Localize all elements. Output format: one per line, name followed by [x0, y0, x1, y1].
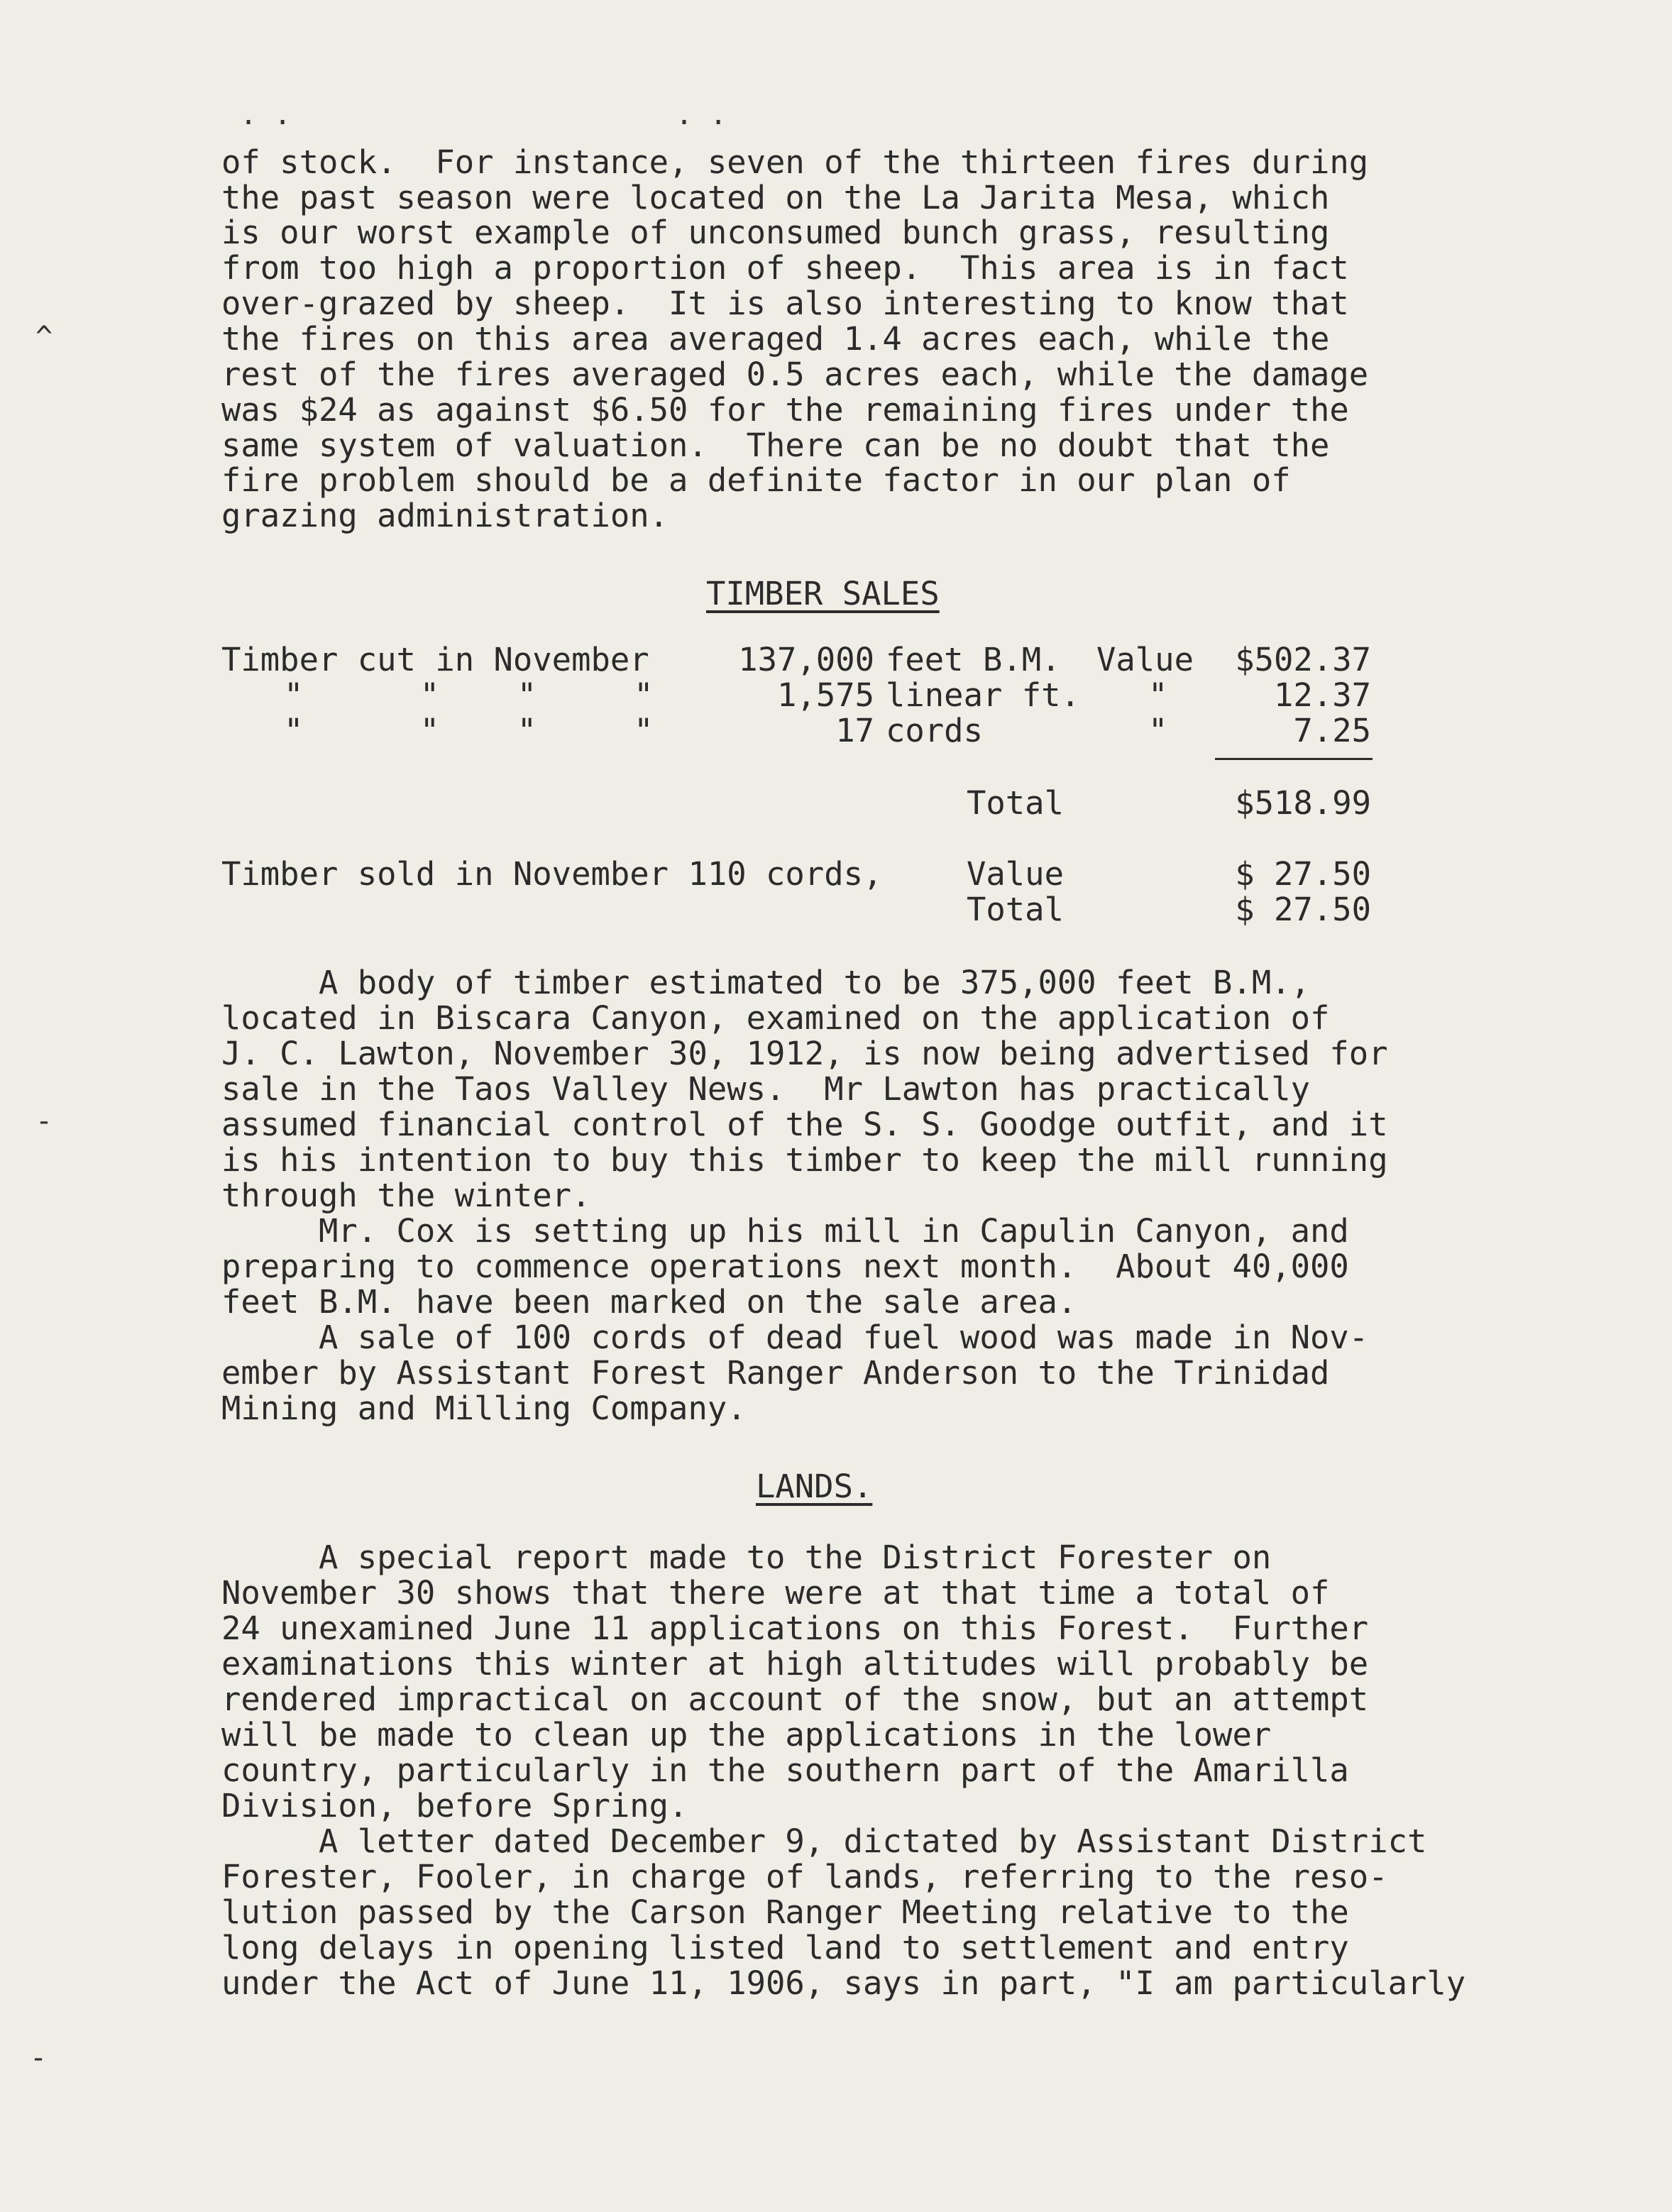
- row-unit: linear ft.: [886, 676, 1080, 714]
- text-line: A special report made to the District Forester on: [221, 1539, 1272, 1576]
- total-rule: [1215, 758, 1373, 760]
- row-quantity: 1,575: [777, 676, 874, 714]
- section-heading-timber-sales: TIMBER SALES: [706, 575, 940, 612]
- text-line: fire problem should be a definite factor in our plan of: [221, 461, 1291, 499]
- text-line: Mr. Cox is setting up his mill in Capulin Canyon, and: [221, 1212, 1349, 1250]
- text-line: sale in the Taos Valley News. Mr Lawton has practically: [221, 1070, 1311, 1108]
- row-quantity: 17: [835, 712, 874, 749]
- row-label: Timber cut in November: [221, 641, 649, 678]
- row-quantity: 137,000: [738, 641, 874, 678]
- row-label: " " " ": [284, 676, 654, 714]
- text-line: over-grazed by sheep. It is also interesting to know that: [221, 285, 1349, 322]
- row-amount: $502.37: [1235, 641, 1371, 678]
- text-line: long delays in opening listed land to settlement and entry: [221, 1929, 1349, 1966]
- text-line: located in Biscara Canyon, examined on the application of: [221, 999, 1330, 1037]
- text-line: A body of timber estimated to be 375,000 feet B.M.,: [221, 964, 1311, 1001]
- text-line: was $24 as against $6.50 for the remaining fires under the: [221, 391, 1349, 429]
- text-line: assumed financial control of the S. S. Goodge outfit, and it: [221, 1106, 1388, 1143]
- text-line: through the winter.: [221, 1177, 591, 1214]
- text-line: Mining and Milling Company.: [221, 1390, 747, 1427]
- total-label: Total: [967, 784, 1064, 822]
- margin-tick: -: [30, 2042, 48, 2074]
- stray-mark: . .: [240, 99, 292, 131]
- text-line: is our worst example of unconsumed bunch grass, resulting: [221, 214, 1330, 251]
- row-amount: 12.37: [1274, 676, 1371, 714]
- row-amount: $ 27.50: [1235, 855, 1371, 893]
- row-unit: cords: [886, 712, 983, 749]
- text-line: lution passed by the Carson Ranger Meeting relative to the: [221, 1893, 1349, 1931]
- text-line: the fires on this area averaged 1.4 acres each, while the: [221, 320, 1330, 358]
- text-line: country, particularly in the southern part of the Amarilla: [221, 1751, 1349, 1789]
- row-unit: feet B.M.: [886, 641, 1061, 678]
- text-line: from too high a proportion of sheep. This area is in fact: [221, 249, 1349, 287]
- text-line: feet B.M. have been marked on the sale area.: [221, 1283, 1077, 1321]
- stray-mark: . .: [676, 99, 727, 131]
- row-value-label: Value: [967, 855, 1064, 893]
- text-line: of stock. For instance, seven of the thirteen fires during: [221, 143, 1369, 181]
- row-amount: 7.25: [1293, 712, 1371, 749]
- text-line: Forester, Fooler, in charge of lands, referring to the reso-: [221, 1858, 1388, 1895]
- margin-tick: ^: [35, 321, 53, 353]
- total-label: Total: [967, 891, 1064, 928]
- text-line: Division, before Spring.: [221, 1787, 688, 1825]
- text-line: 24 unexamined June 11 applications on this Forest. Further: [221, 1610, 1369, 1647]
- total-amount: $ 27.50: [1235, 891, 1371, 928]
- text-line: ember by Assistant Forest Ranger Anderson to the Trinidad: [221, 1354, 1330, 1392]
- row-label: " " " ": [284, 712, 654, 749]
- text-line: A sale of 100 cords of dead fuel wood was made in Nov-: [221, 1319, 1369, 1356]
- text-line: November 30 shows that there were at that time a total of: [221, 1574, 1330, 1612]
- row-value-label: ": [1148, 676, 1168, 714]
- section-heading-lands: LANDS.: [756, 1468, 873, 1505]
- text-line: the past season were located on the La Jarita Mesa, which: [221, 179, 1330, 216]
- row-label: Timber sold in November 110 cords,: [221, 855, 883, 893]
- text-line: examinations this winter at high altitudes will probably be: [221, 1645, 1369, 1683]
- text-line: will be made to clean up the applications in the lower: [221, 1716, 1272, 1754]
- row-value-label: Value: [1096, 641, 1194, 678]
- text-line: A letter dated December 9, dictated by Assistant District: [221, 1822, 1427, 1860]
- text-line: grazing administration.: [221, 497, 669, 534]
- row-value-label: ": [1148, 712, 1168, 749]
- margin-tick: -: [35, 1105, 53, 1138]
- text-line: rest of the fires averaged 0.5 acres each, while the damage: [221, 356, 1369, 393]
- text-line: rendered impractical on account of the snow, but an attempt: [221, 1680, 1369, 1718]
- text-line: same system of valuation. There can be no doubt that the: [221, 427, 1330, 464]
- text-line: is his intention to buy this timber to keep the mill running: [221, 1141, 1388, 1179]
- text-line: preparing to commence operations next month. About 40,000: [221, 1248, 1349, 1285]
- total-amount: $518.99: [1235, 784, 1371, 822]
- text-line: under the Act of June 11, 1906, says in part, "I am particularly: [221, 1964, 1466, 2002]
- text-line: J. C. Lawton, November 30, 1912, is now being advertised for: [221, 1035, 1388, 1072]
